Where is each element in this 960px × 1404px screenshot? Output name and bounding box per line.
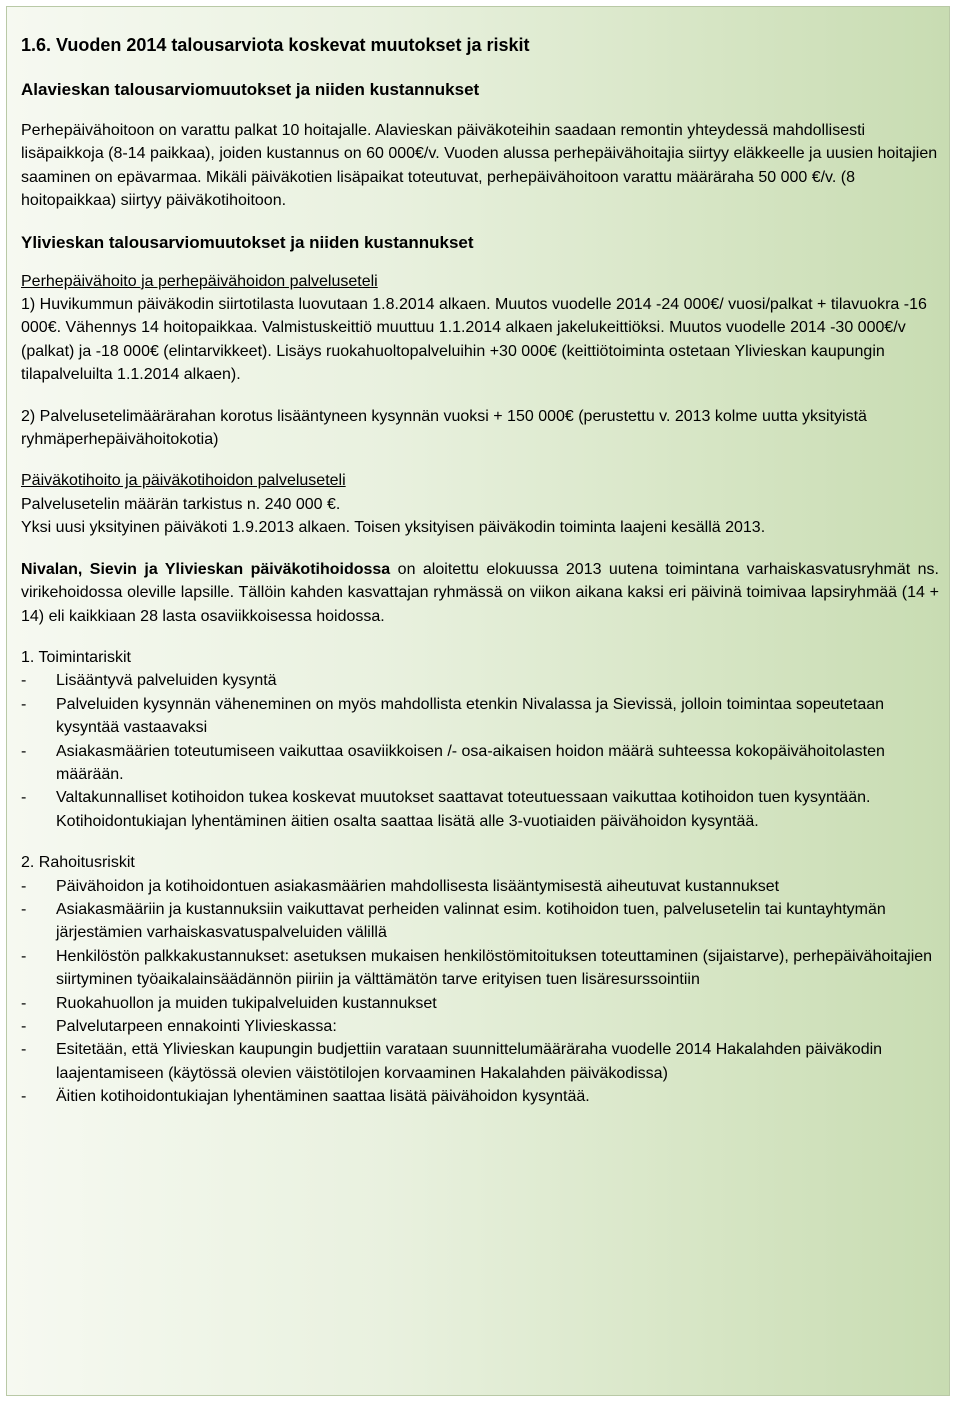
list-item (21, 740, 939, 787)
dash-marker: - (21, 1088, 27, 1106)
list-item-text: Päivähoidon ja kotihoidontuen asiakasmäärien mahdollisesta lisääntymisestä aiheutuvat kustannukset (56, 877, 780, 895)
financial-risks-list (21, 875, 939, 1109)
list-item (21, 875, 939, 898)
dash-marker: - (21, 947, 27, 965)
list-item (21, 898, 939, 945)
list-item-text: Asiakasmääriin ja kustannuksiin vaikuttavat perheiden valinnat esim. kotihoidon tuen, palvelusetelin tai kuntayhtymän järjestämien varhaiskasvatuspalveluiden välillä (56, 900, 886, 942)
dash-marker: - (21, 994, 27, 1012)
dash-marker: - (21, 789, 27, 807)
ylivieska-item-1: 1) Huvikummun päiväkodin siirtotilasta luovutaan 1.8.2014 alkaen. Muutos vuodelle 2014 -24 000€/ vuosi/palkat + tilavuokra -16 000€. Vähennys 14 hoitopaikkaa. Valmistuskeittiö muuttuu 1.1.2014 alkaen jakelukeittiöksi. Muutos vuodelle 2014 -30 000€/v (palkat) ja -18 000€ (elintarvikkeet). Lisäys ruokahuoltopalveluihin +30 000€ (keittiötoiminta ostetaan Ylivieskan kaupungin tilapalveluilta 1.1.2014 alkaen). (21, 296, 927, 384)
list-item (21, 992, 939, 1015)
list-item (21, 1038, 939, 1085)
section-title: 1.6. Vuoden 2014 talousarviota koskevat muutokset ja riskit (21, 35, 530, 55)
list-item-text: Asiakasmäärien toteutumiseen vaikuttaa osaviikkoisen /- osa-aikaisen hoidon määrä suhteessa kokopäivähoitolasten määrään. (56, 742, 885, 783)
operational-risks-list (21, 669, 939, 833)
paivakoti-line-1: Palvelusetelin määrän tarkistus n. 240 000 €. (21, 495, 341, 513)
list-item-text: Palvelutarpeen ennakointi Ylivieskassa: (56, 1018, 337, 1035)
ylivieska-heading: Ylivieskan talousarviomuutokset ja niiden kustannukset (21, 232, 474, 252)
list-item (21, 786, 939, 833)
list-item (21, 669, 939, 692)
list-item-text: Ruokahuollon ja muiden tukipalveluiden kustannukset (56, 994, 437, 1012)
dash-marker: - (21, 1041, 27, 1059)
nivala-paragraph (21, 558, 939, 628)
list-item-text: Palveluiden kysynnän väheneminen on myös mahdollista etenkin Nivalassa ja Sievissä, jolloin toimintaa sopeutetaan kysyntää vastaavaksi (56, 695, 885, 737)
paivakotihoito-subheading: Päiväkotihoito ja päiväkotihoidon palveluseteli (21, 472, 346, 490)
list-item (21, 1085, 939, 1108)
dash-marker: - (21, 1018, 27, 1035)
list-item (21, 1015, 939, 1038)
alavieska-paragraph: Perhepäivähoitoon on varattu palkat 10 hoitajalle. Alavieskan päiväkoteihin saadaan remontin yhteydessä mahdollisesti lisäpaikkoja (8-14 paikkaa), joiden kustannus on 60 000€/v. Vuoden alussa perhepäivähoitajia siirtyy eläkkeelle ja uusien hoitajien saaminen on epävarmaa. Mikäli päiväkotien lisäpaikat toteutuvat, perhepäivähoitoon varattu määräraha 50 000 €/v. (8 hoitopaikkaa) siirtyy päiväkotihoitoon. (21, 122, 938, 210)
dash-marker: - (21, 877, 27, 895)
nivala-text: on aloitettu elokuussa 2013 uutena toimintana varhaiskasvatusryhmät ns. virikehoidossa oleville lapsille. Tällöin kahden kasvattajan ryhmässä on viikon aikana kaksi eri päivinä toimivaa lapsiryhmää (14 + 14) eli kaikkiaan 28 lasta osaviikkoisessa hoidossa. (21, 560, 939, 625)
nivala-bold-lead: Nivalan, Sievin ja Ylivieskan päiväkotihoidossa (21, 560, 391, 578)
spacer (21, 833, 939, 851)
document-content (21, 33, 939, 1109)
dash-marker: - (21, 695, 27, 713)
dash-marker: - (21, 742, 27, 760)
list-item-text: Esitetään, että Ylivieskan kaupungin budjettiin varataan suunnittelumääräraha vuodelle 2014 Hakalahden päiväkodin laajentamiseen (käytössä olevien väistötilojen korvaaminen Hakalahden päiväkodissa) (56, 1041, 883, 1082)
list-item-text: Henkilöstön palkkakustannukset: asetuksen mukaisen henkilöstömitoituksen toteuttaminen (sijaistarve), perhepäivähoitajien siirtyminen työaikalainsäädännön piiriin ja välttämätön tarve erityisen tuen lisäresurssointiin (56, 947, 933, 989)
document-page (6, 6, 950, 1396)
perhepaivahoito-subheading: Perhepäivähoito ja perhepäivähoidon palveluseteli (21, 272, 378, 290)
alavieska-heading: Alavieskan talousarviomuutokset ja niiden kustannukset (21, 80, 480, 99)
list-item-text: Äitien kotihoidontukiajan lyhentäminen saattaa lisätä päivähoidon kysyntää. (56, 1088, 590, 1106)
dash-marker: - (21, 900, 27, 918)
list-item-text: Valtakunnalliset kotihoidon tukea koskevat muutokset saattavat toteutuessaan vaikuttaa kotihoidon tuen kysyntään. Kotihoidontukiajan lyhentäminen äitien osalta saattaa lisätä alle 3-vuotiaiden päivähoidon kysyntää. (56, 789, 871, 830)
list-item (21, 945, 939, 992)
list-item (21, 693, 939, 740)
paivakoti-line-2: Yksi uusi yksityinen päiväkoti 1.9.2013 alkaen. Toisen yksityisen päiväkodin toiminta laajeni kesällä 2013. (21, 519, 766, 537)
operational-risks-title: 1. Toimintariskit (21, 648, 131, 666)
ylivieska-item-2: 2) Palvelusetelimäärärahan korotus lisääntyneen kysynnän vuoksi + 150 000€ (perustettu v. 2013 kolme uutta yksityistä ryhmäperhepäivähoitokotia) (21, 407, 867, 449)
financial-risks-title: 2. Rahoitusriskit (21, 854, 135, 872)
list-item-text: Lisääntyvä palveluiden kysyntä (56, 672, 277, 690)
dash-marker: - (21, 672, 27, 690)
